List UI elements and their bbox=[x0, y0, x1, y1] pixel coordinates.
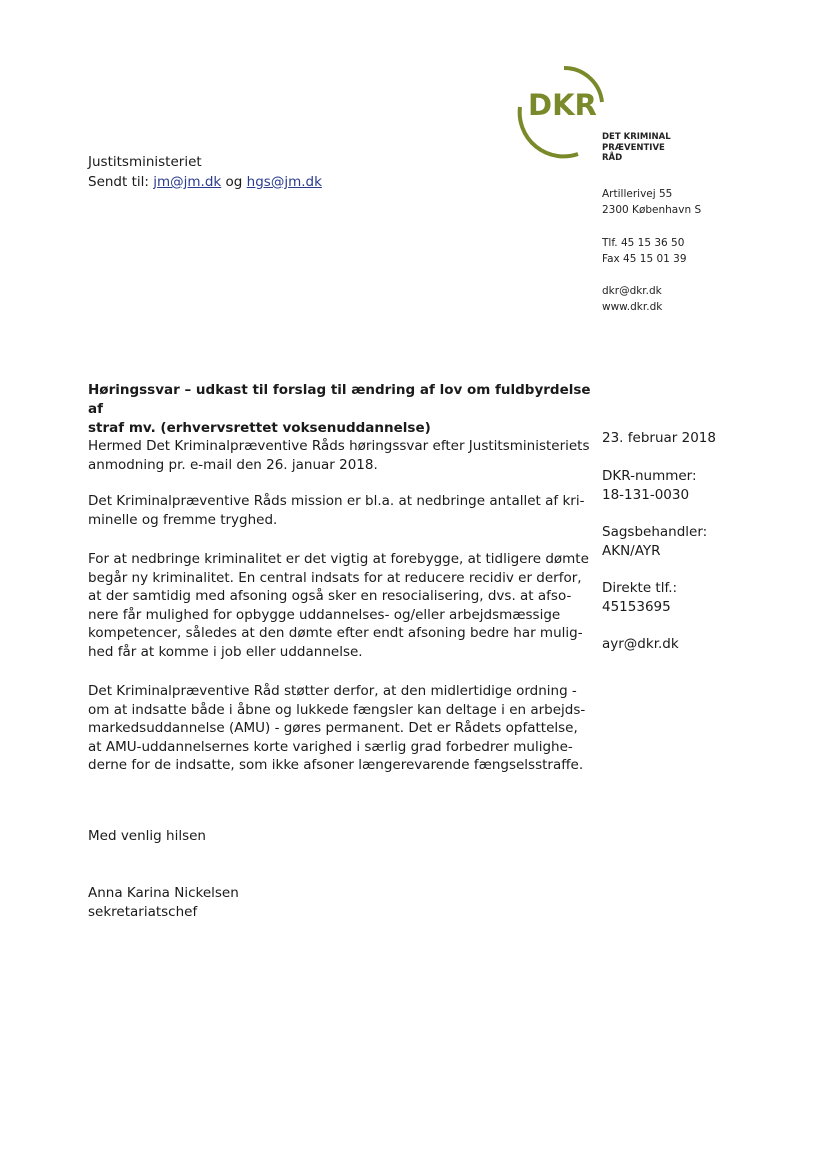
paragraph-2 bbox=[88, 492, 593, 529]
closing-greeting: Med venlig hilsen bbox=[88, 828, 206, 844]
handler-label: Sagsbehandler: bbox=[602, 524, 708, 540]
signer-name: Anna Karina Nickelsen bbox=[88, 885, 239, 901]
sender-web-block bbox=[602, 283, 662, 315]
sender-address bbox=[602, 186, 701, 218]
subject-heading bbox=[88, 381, 608, 438]
paragraph-line: hed får at komme i job eller uddannelse. bbox=[88, 643, 363, 660]
sender-web[interactable]: www.dkr.dk bbox=[602, 301, 663, 313]
subject-line-2: straf mv. (erhvervsrettet voksenuddannelse) bbox=[88, 420, 431, 436]
sender-email[interactable]: dkr@dkr.dk bbox=[602, 285, 662, 297]
paragraph-line: anmodning pr. e-mail den 26. januar 2018. bbox=[88, 456, 378, 473]
sent-to-line bbox=[88, 172, 322, 192]
paragraph-line: markedsuddannelse (AMU) - gøres permanent. Det er Rådets opfattelse, bbox=[88, 720, 578, 737]
contact-email[interactable]: ayr@dkr.dk bbox=[602, 636, 679, 652]
direct-phone-block bbox=[602, 579, 677, 616]
sender-city: 2300 København S bbox=[602, 204, 702, 216]
direct-phone: 45153695 bbox=[602, 598, 671, 615]
logo-subtitle-line2: PRÆVENTIVE RÅD bbox=[602, 143, 665, 163]
paragraph-line: derne for de indsatte, som ikke afsoner længerevarende fængselsstraffe. bbox=[88, 757, 584, 774]
logo-mark-text: DKR bbox=[528, 88, 597, 122]
paragraph-line: Det Kriminalpræventive Råds mission er bl.a. at nedbringe antallet af kri- bbox=[88, 493, 585, 509]
sender-phone: Tlf. 45 15 36 50 bbox=[602, 237, 685, 249]
recipient-name: Justitsministeriet bbox=[88, 154, 202, 170]
paragraph-line: begår ny kriminalitet. En central indsats for at reducere recidiv er derfor, bbox=[88, 569, 582, 586]
paragraph-1 bbox=[88, 437, 593, 474]
paragraph-line: Det Kriminalpræventive Råd støtter derfor, at den midlertidige ordning - bbox=[88, 683, 577, 699]
signer-title: sekretariatschef bbox=[88, 904, 198, 920]
dkr-number-block bbox=[602, 467, 697, 504]
letter-date: 23. februar 2018 bbox=[602, 430, 716, 446]
paragraph-line: nere får mulighed for opbygge uddannelses- og/eller arbejdsmæssige bbox=[88, 606, 561, 623]
signature-block bbox=[88, 884, 239, 922]
paragraph-line: Hermed Det Kriminalpræventive Råds høringssvar efter Justitsministeriets bbox=[88, 438, 590, 454]
paragraph-line: at AMU-uddannelsernes korte varighed i særlig grad forbedrer mulighe- bbox=[88, 738, 573, 755]
dkr-logo bbox=[512, 62, 682, 162]
sender-fax: Fax 45 15 01 39 bbox=[602, 253, 687, 265]
paragraph-line: minelle og fremme tryghed. bbox=[88, 511, 278, 528]
recipient-email-2[interactable]: hgs@jm.dk bbox=[246, 174, 322, 190]
dkr-number: 18-131-0030 bbox=[602, 486, 690, 503]
paragraph-4 bbox=[88, 682, 593, 775]
direct-phone-label: Direkte tlf.: bbox=[602, 580, 678, 596]
paragraph-line: at der samtidig med afsoning også sker en resocialisering, dvs. at afso- bbox=[88, 588, 572, 605]
recipient-email-1[interactable]: jm@jm.dk bbox=[153, 174, 222, 190]
sender-phone-block bbox=[602, 235, 687, 267]
paragraph-line: For at nedbringe kriminalitet er det vigtig at forebygge, at tidligere dømte bbox=[88, 551, 589, 567]
subject-line-1: Høringssvar – udkast til forslag til ændring af lov om fuldbyrdelse af bbox=[88, 382, 591, 417]
paragraph-3 bbox=[88, 550, 593, 662]
paragraph-line: kompetencer, således at den dømte efter endt afsoning bedre har mulig- bbox=[88, 625, 583, 642]
sender-street: Artillerivej 55 bbox=[602, 188, 673, 200]
paragraph-line: om at indsatte både i åbne og lukkede fængsler kan deltage i en arbejds- bbox=[88, 701, 586, 718]
handler-value: AKN/AYR bbox=[602, 542, 661, 559]
conjunction: og bbox=[225, 174, 243, 190]
sent-to-label: Sendt til: bbox=[88, 174, 149, 190]
logo-subtitle-line1: DET KRIMINAL bbox=[602, 132, 671, 142]
handler-block bbox=[602, 523, 707, 560]
recipient-block bbox=[88, 152, 322, 192]
dkr-number-label: DKR-nummer: bbox=[602, 468, 697, 484]
